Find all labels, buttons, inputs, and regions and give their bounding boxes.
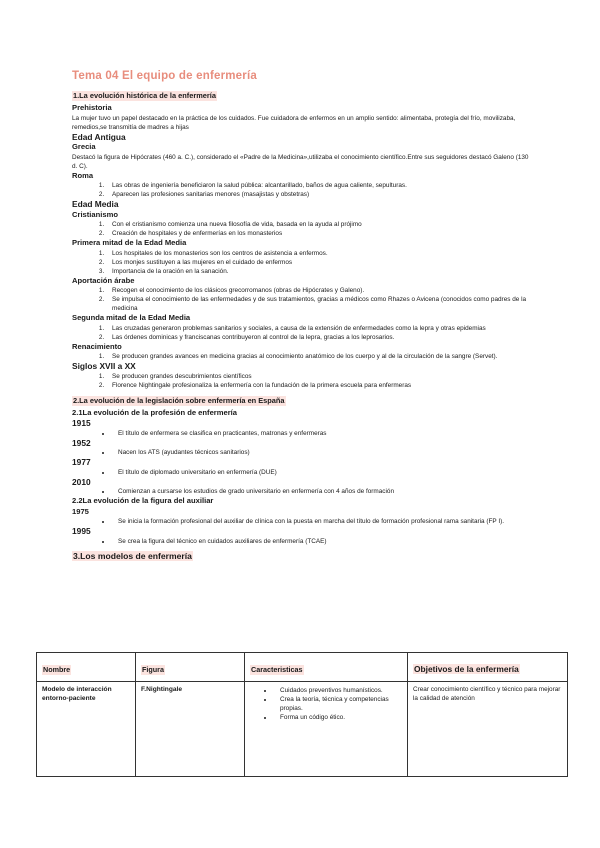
list-item: • Cuidados preventivos humanísticos. xyxy=(274,686,402,695)
list-item: 1. Las cruzadas generaron problemas sanitarios y sociales, a causa de la extensión de enfermedades como la lepra y otras epidemias xyxy=(106,324,532,333)
section-2-1-heading: 2.1La evolución de la profesión de enfermería xyxy=(72,407,238,417)
section-3-heading: 3.Los modelos de enfermería xyxy=(73,550,192,561)
primera-mitad-list xyxy=(72,249,532,276)
list-2010 xyxy=(72,487,532,496)
list-item: 1. Los hospitales de los monasterios son los centros de asistencia a enfermos. xyxy=(106,249,532,258)
aportacion-arabe-heading: Aportación árabe xyxy=(72,275,135,285)
list-item: • Crea la teoría, técnica y competencias propias. xyxy=(274,695,402,713)
year-1995: 1995 xyxy=(72,526,91,536)
edad-media-heading: Edad Media xyxy=(72,199,119,209)
cell-nombre: Modelo de interacción entorno-paciente xyxy=(37,682,136,777)
roma-list xyxy=(72,181,532,199)
year-1952: 1952 xyxy=(72,437,91,448)
list-item: • Nacen los ATS (ayudantes técnicos sanitarios) xyxy=(112,448,532,457)
list-1915 xyxy=(72,429,532,438)
list-item: 2. Aparecen las profesiones sanitarias menores (masajistas y obstetras) xyxy=(106,190,532,199)
cristianismo-heading: Cristianismo xyxy=(72,209,118,219)
list-item: 1. Recogen el conocimiento de los clásicos grecorromanos (obras de Hipócrates y Galeno). xyxy=(106,286,532,295)
document-page xyxy=(72,70,532,564)
list-item: 1. Se producen grandes avances en medicina gracias al conocimiento anatómico de los cuerpo y al de la circulación de la sangre (Servet). xyxy=(106,352,532,361)
year-1915: 1915 xyxy=(72,418,91,428)
column-header-figura: Figura xyxy=(136,653,245,682)
primera-mitad-heading: Primera mitad de la Edad Media xyxy=(72,238,187,247)
list-item: • Se crea la figura del técnico en cuidados auxiliares de enfermería (TCAE) xyxy=(112,537,532,546)
cell-objetivos: Crear conocimiento científico y técnico para mejorar la calidad de atención xyxy=(408,682,568,777)
segunda-mitad-heading: Segunda mitad de la Edad Media xyxy=(72,313,191,322)
list-item: • El título de diplomado universitario en enfermería (DUE) xyxy=(112,468,532,477)
list-item: 1. Con el cristianismo comienza una nueva filosofía de vida, basada en la ayuda al prójimo xyxy=(106,220,532,229)
list-1995 xyxy=(72,537,532,546)
list-item: • Forma un código ético. xyxy=(274,713,402,722)
cristianismo-list xyxy=(72,220,532,238)
section-2-heading: 2.La evolución de la legislación sobre enfermería en España xyxy=(73,395,285,405)
list-1977 xyxy=(72,468,532,477)
list-1952 xyxy=(72,448,532,457)
list-item: 2. Creación de hospitales y de enfermerías en los monasterios xyxy=(106,229,532,238)
list-item: 2. Las órdenes dominicas y franciscanas contribuyeron al control de la lepra, gracias a los leprosarios. xyxy=(106,333,532,342)
list-item: • El título de enfermera se clasifica en practicantes, matronas y enfermeras xyxy=(112,429,532,438)
list-item: 1. Las obras de ingeniería beneficiaron la salud pública: alcantarillado, baños de agua caliente, sepulturas. xyxy=(106,181,532,190)
edad-antigua-heading: Edad Antigua xyxy=(72,131,126,142)
list-item: 2. Los monjes sustituyen a las mujeres en el cuidado de enfermos xyxy=(106,258,532,267)
grecia-heading: Grecia xyxy=(72,142,96,151)
grecia-text: Destacó la figura de Hipócrates (460 a. C.), considerado el «Padre de la Medicina»,utilizaba el conocimiento científico.Entre sus seguidores destacó Galeno (130 d. C). xyxy=(72,153,529,170)
siglos-heading: Siglos XVII a XX xyxy=(72,361,136,371)
year-1977: 1977 xyxy=(72,457,91,467)
cell-figura: F.Nightingale xyxy=(136,682,245,777)
list-item: 3. Importancia de la oración en la sanación. xyxy=(106,267,532,276)
year-1975: 1975 xyxy=(72,506,89,516)
column-header-nombre: Nombre xyxy=(37,653,136,682)
list-item: • Comienzan a cursarse los estudios de grado universitario en enfermería con 4 años de formación xyxy=(112,487,532,496)
document-title: Tema 04 El equipo de enfermería xyxy=(72,70,257,82)
table-header-row xyxy=(37,653,568,682)
renacimiento-heading: Renacimiento xyxy=(72,341,122,351)
roma-heading: Roma xyxy=(72,170,94,180)
list-item: 2. Se impulsa el conocimiento de las enfermedades y de sus tratamientos, gracias a médicos como Rhazes o Avicena (conocidos como padres de la medicina xyxy=(106,295,532,313)
renacimiento-list xyxy=(72,352,532,361)
list-item: • Se inicia la formación profesional del auxiliar de clínica con la puesta en marcha del título de formación profesional rama sanitaria (FP I). xyxy=(112,517,532,526)
section-1-heading: 1.La evolución histórica de la enfermería xyxy=(73,91,216,100)
prehistoria-heading: Prehistoria xyxy=(72,103,112,112)
prehistoria-text: La mujer tuvo un papel destacado en la práctica de los cuidados. Fue cuidadora de enfermos en un amplio sentido: alimentaba, protegía del frío, movilizaba, remedios,se transmitía de madres a hijas xyxy=(72,114,516,131)
list-item: 1. Se producen grandes descubrimientos científicos xyxy=(106,372,532,381)
siglos-list xyxy=(72,372,532,390)
column-header-caracteristicas: Caracteristicas xyxy=(245,653,408,682)
section-2-2-heading: 2.2La evolución de la figura del auxiliar xyxy=(72,496,214,505)
list-1975 xyxy=(72,517,532,526)
segunda-mitad-list xyxy=(72,324,532,342)
table-row xyxy=(37,682,568,777)
models-table xyxy=(36,652,568,777)
cell-caracteristicas xyxy=(245,682,408,777)
aportacion-arabe-list xyxy=(72,286,532,313)
year-2010: 2010 xyxy=(72,476,91,487)
list-item: 2. Florence Nightingale profesionaliza la enfermería con la fundación de la primera escuela para enfermeras xyxy=(106,381,532,390)
column-header-objetivos: Objetivos de la enfermería xyxy=(408,653,568,682)
